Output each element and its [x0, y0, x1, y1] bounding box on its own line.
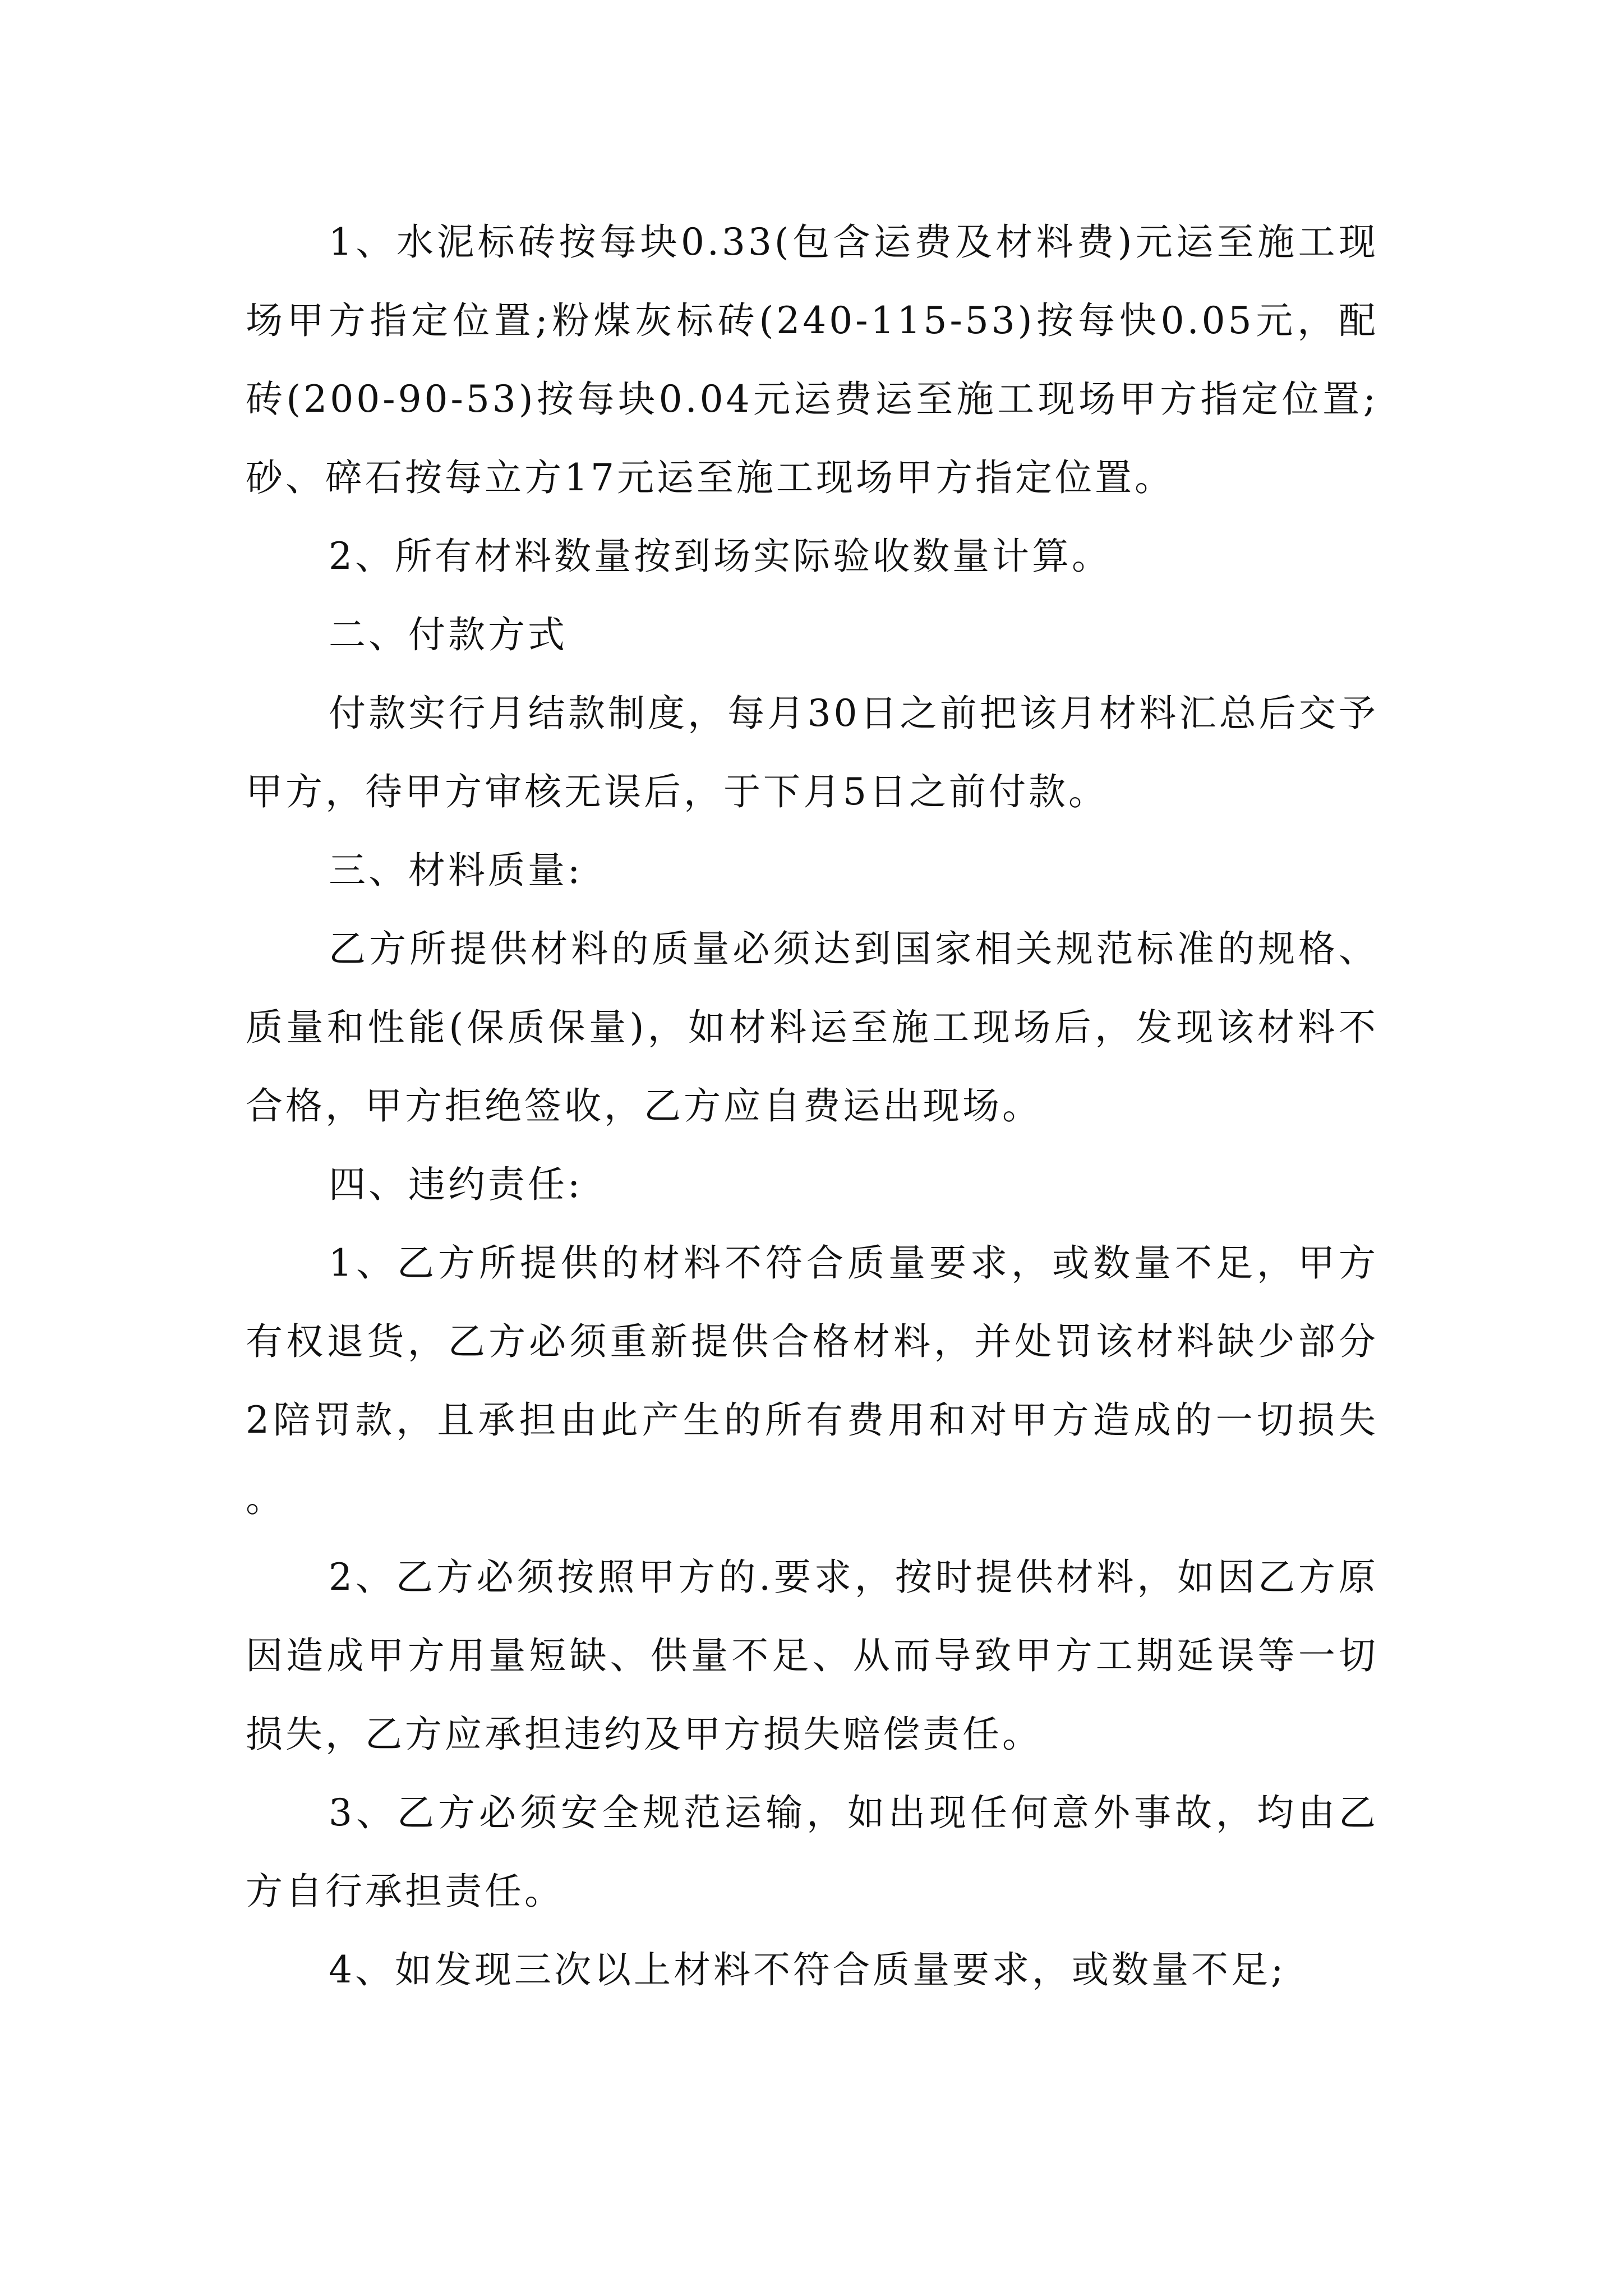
clause-payment-terms: 付款实行月结款制度，每月30日之前把该月材料汇总后交予甲方，待甲方审核无误后，于下月5日之前付款。	[246, 692, 1378, 813]
clause-material-quality: 乙方所提供材料的质量必须达到国家相关规范标准的规格、质量和性能(保质保量)，如材料运至施工现场后，发现该材料不合格，甲方拒绝签收，乙方应自费运出现场。	[246, 927, 1378, 1128]
clause-liability-3: 3、乙方必须安全规范运输，如出现任何意外事故，均由乙方自行承担责任。	[246, 1791, 1378, 1913]
section-heading-payment: 二、付款方式	[329, 613, 568, 656]
section-heading-liability: 四、违约责任:	[329, 1163, 583, 1206]
clause-liability-2: 2、乙方必须按照甲方的.要求，按时提供材料，如因乙方原因造成甲方用量短缺、供量不足、从而导致甲方工期延误等一切损失，乙方应承担违约及甲方损失赔偿责任。	[246, 1556, 1378, 1756]
clause-liability-4: 4、如发现三次以上材料不符合质量要求，或数量不足;	[329, 1948, 1287, 1991]
document-body	[246, 203, 1378, 2009]
clause-liability-1: 1、乙方所提供的材料不符合质量要求，或数量不足，甲方有权退货，乙方必须重新提供合格材料，并处罚该材料缺少部分2陪罚款，且承担由此产生的所有费用和对甲方造成的一切损失。	[246, 1241, 1378, 1520]
section-heading-quality: 三、材料质量:	[329, 849, 583, 892]
clause-quantity-acceptance: 2、所有材料数量按到场实际验收数量计算。	[329, 535, 1112, 578]
clause-price-transport: 1、水泥标砖按每块0.33(包含运费及材料费)元运至施工现场甲方指定位置;粉煤灰标砖(240-115-53)按每快0.05元，配砖(200-90-53)按每块0.04元运费运至施工现场甲方指定位置;砂、碎石按每立方17元运至施工现场甲方指定位置。	[246, 220, 1378, 499]
